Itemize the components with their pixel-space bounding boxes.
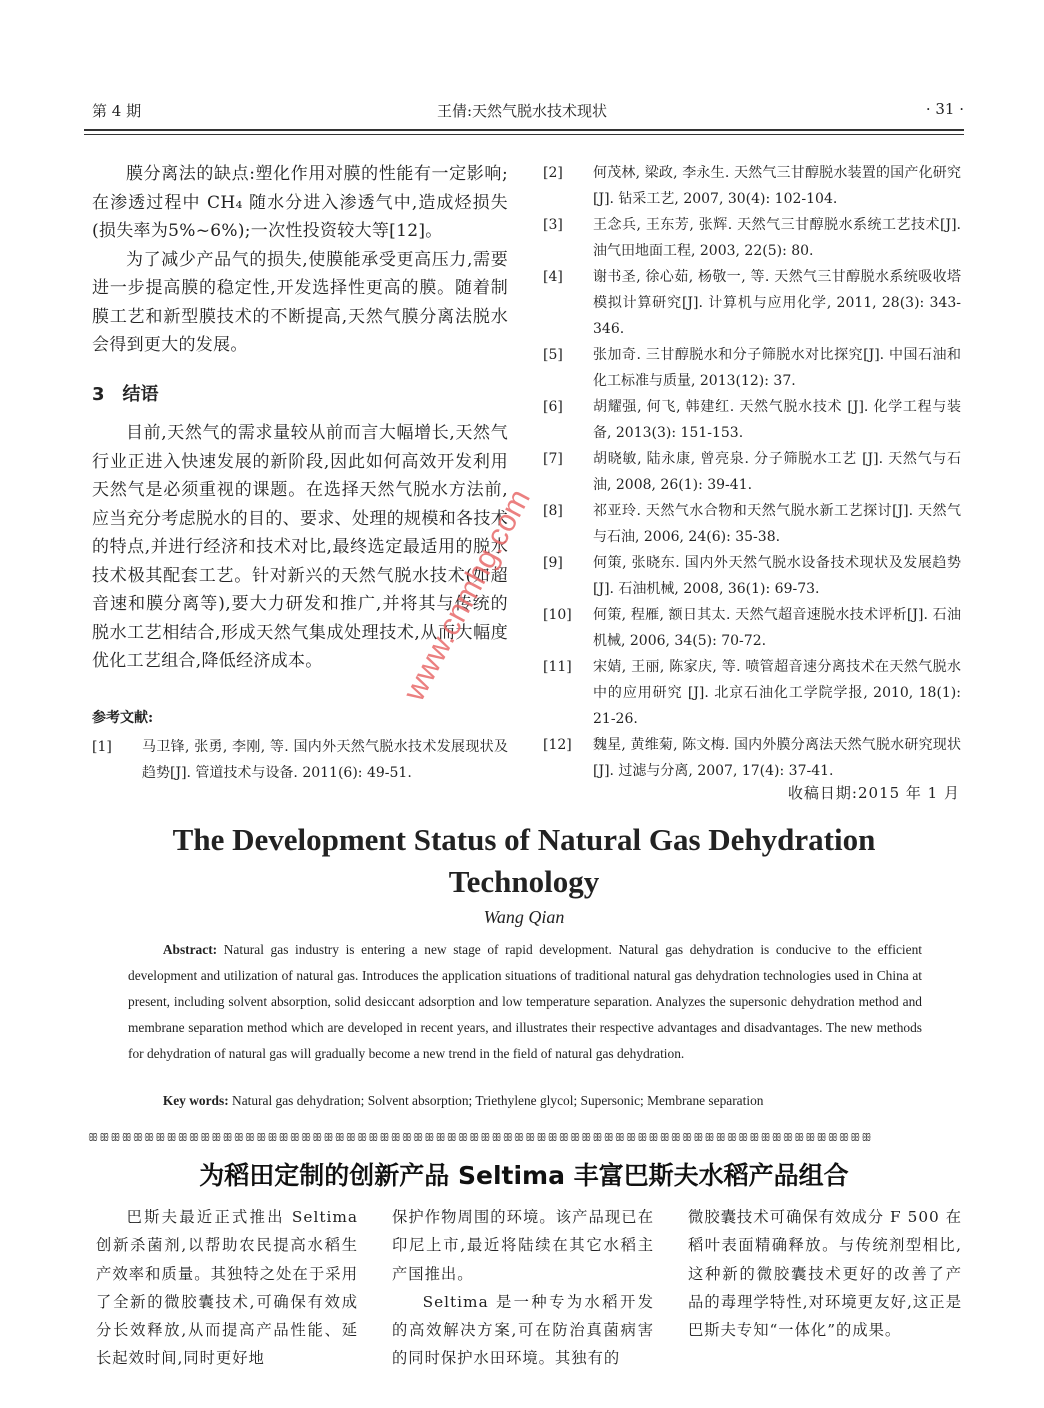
reference-number: [1] [92,739,112,755]
reference-text: 谢书圣, 徐心茹, 杨敬一, 等. 天然气三甘醇脱水系统吸收塔模拟计算研究[J]. 计算机与应用化学, 2011, 28(3): 343-346. [593,269,961,337]
reference-text: 马卫锋, 张勇, 李刚, 等. 国内外天然气脱水技术发展现状及趋势[J]. 管道技术与设备. 2011(6): 49-51. [142,739,508,781]
received-date: 收稿日期:2015 年 1 月 [787,784,960,802]
reference-text: 祁亚玲. 天然气水合物和天然气脱水新工艺探讨[J]. 天然气与石油, 2006, 24(6): 35-38. [593,503,961,545]
reference-item [543,602,961,654]
reference-item [543,732,961,784]
watermark: www.cnmhg.com [396,483,537,707]
reference-number: [4] [543,269,563,285]
english-keywords [128,1093,922,1109]
reference-number: [12] [543,737,572,753]
reference-number: [11] [543,659,572,675]
paragraph-conclusion: 目前,天然气的需求量较从前而言大幅增长,天然气行业正进入快速发展的新阶段,因此如何高效开发利用天然气是必须重视的课题。在选择天然气脱水方法前,应当充分考虑脱水的目的、要求、处理的规模和各技术的特点,并进行经济和技术对比,最终选定最适用的脱水技术极其配套工艺。针对新兴的天然气脱水技术(如超音速和膜分离等),要大力研发和推广,并将其与传统的脱水工艺相结合,形成天然气集成处理技术,从而大幅度优化工艺组合,降低经济成本。 [92,423,508,671]
news-title: 为稻田定制的创新产品 Seltima 丰富巴斯夫水稻产品组合 [199,1161,849,1190]
reference-text: 胡晓敏, 陆永康, 曾亮泉. 分子筛脱水工艺 [J]. 天然气与石油, 2008, 26(1): 39-41. [593,451,961,493]
reference-text: 何策, 张晓东. 国内外天然气脱水设备技术现状及发展趋势[J]. 石油机械, 2008, 36(1): 69-73. [593,555,961,597]
news-paragraph: 巴斯夫最近正式推出 Seltima 创新杀菌剂,以帮助农民提高水稻生产效率和质量。其独特之处在于采用了全新的微胶囊技术,可确保有效成分长效释放,从而提高产品性能、延长起效时间,同时更好地 [96,1208,358,1368]
reference-text: 何茂林, 梁政, 李永生. 天然气三甘醇脱水装置的国产化研究[J]. 钻采工艺, 2007, 30(4): 102-104. [593,165,961,207]
header-rule [84,129,964,131]
english-author: Wang Qian [483,907,565,927]
keywords-text: Natural gas dehydration; Solvent absorption; Triethylene glycol; Supersonic; Membrane separation [232,1093,764,1108]
english-title-line2: Technology [448,864,600,899]
reference-item [543,342,961,394]
reference-list-right [543,160,961,784]
paragraph-membrane-drawbacks: 膜分离法的缺点:塑化作用对膜的性能有一定影响;在渗透过程中 CH₄ 随水分进入渗透气中,造成烃损失(损失率为5%~6%);一次性投资较大等[12]。 [92,164,508,241]
reference-text: 何策, 程雁, 额日其太. 天然气超音速脱水技术评析[J]. 石油机械, 2006, 34(5): 70-72. [593,607,961,649]
english-abstract [128,937,922,1067]
reference-number: [2] [543,165,563,181]
page-number: · 31 · [925,100,964,118]
section-heading-conclusion: 3 结语 [92,384,159,405]
reference-text: 胡耀强, 何飞, 韩建红. 天然气脱水技术 [J]. 化学工程与装备, 2013(3): 151-153. [593,399,961,441]
paragraph-membrane-outlook: 为了减少产品气的损失,使膜能承受更高压力,需要进一步提高膜的稳定性,开发选择性更高的膜。随着制膜工艺和新型膜技术的不断提高,天然气膜分离法脱水会得到更大的发展。 [92,249,508,355]
issue-label: 第 4 期 [92,102,142,120]
reference-list-left [92,734,508,786]
reference-number: [8] [543,503,563,519]
reference-text: 宋婧, 王丽, 陈家庆, 等. 喷管超音速分离技术在天然气脱水中的应用研究 [J]. 北京石油化工学院学报, 2010, 18(1): 21-26. [593,659,961,727]
reference-number: [9] [543,555,563,571]
references-heading: 参考文献: [92,710,154,726]
news-paragraph: 保护作物周围的环境。该产品现已在印尼上市,最近将陆续在其它水稻主产国推出。 [392,1208,654,1283]
reference-item [543,446,961,498]
abstract-text: Natural gas industry is entering a new stage of rapid development. Natural gas dehydration is conducive to the efficient development and utilization of natural gas. Introduces the application situations of traditional natural gas dehydration technologies used in China at present, including solvent absorption, solid desiccant adsorption and low temperature separation. Analyzes the supersonic dehydration method and membrane separation method which are developed in recent years, and illustrates their respective advantages and disadvantages. The new methods for dehydration of natural gas will gradually become a new trend in the field of natural gas dehydration. [128,942,922,1061]
running-title: 王倩:天然气脱水技术现状 [436,102,608,120]
reference-item [543,394,961,446]
news-paragraph: Seltima 是一种专为水稻开发的高效解决方案,可在防治真菌病害的同时保护水田环境。其独有的 [392,1292,654,1368]
reference-number: [3] [543,217,563,233]
reference-item [543,550,961,602]
abstract-label: Abstract: [162,942,218,957]
english-title-line1: The Development Status of Natural Gas Dehydration [172,822,876,857]
news-column-3 [688,1203,962,1344]
news-paragraph: 微胶囊技术可确保有效成分 F 500 在稻叶表面精确释放。与传统剂型相比,这种新的微胶囊技术更好的改善了产品的毒理学特性,对环境更友好,这正是巴斯夫专知“一体化”的成果。 [688,1208,962,1340]
left-column-body [92,160,508,360]
reference-number: [5] [543,347,563,363]
reference-number: [10] [543,607,572,623]
reference-item [92,734,508,786]
reference-number: [7] [543,451,563,467]
news-column-1 [96,1203,358,1373]
reference-item [543,212,961,264]
reference-text: 魏星, 黄维菊, 陈文梅. 国内外膜分离法天然气脱水研究现状[J]. 过滤与分离, 2007, 17(4): 37-41. [593,737,961,779]
reference-item [543,264,961,342]
keywords-label: Key words: [162,1093,229,1108]
reference-text: 张加奇. 三甘醇脱水和分子筛脱水对比探究[J]. 中国石油和化工标准与质量, 2013(12): 37. [593,347,961,389]
reference-item [543,160,961,212]
header-rule-thin [84,134,964,135]
reference-number: [6] [543,399,563,415]
reference-item [543,498,961,550]
ornamental-divider: ꕥꕥꕥꕥꕥꕥꕥꕥꕥꕥꕥꕥꕥꕥꕥꕥꕥꕥꕥꕥꕥꕥꕥꕥꕥꕥꕥꕥꕥꕥꕥꕥꕥꕥꕥꕥꕥꕥꕥꕥꕥꕥꕥꕥꕥꕥꕥꕥꕥꕥꕥꕥꕥꕥꕥꕥꕥꕥꕥꕥꕥꕥꕥꕥꕥꕥꕥꕥꕥꕥ [88,1131,873,1143]
reference-text: 王念兵, 王东芳, 张辉. 天然气三甘醇脱水系统工艺技术[J]. 油气田地面工程, 2003, 22(5): 80. [593,217,961,259]
reference-item [543,654,961,732]
news-column-2 [392,1203,654,1373]
